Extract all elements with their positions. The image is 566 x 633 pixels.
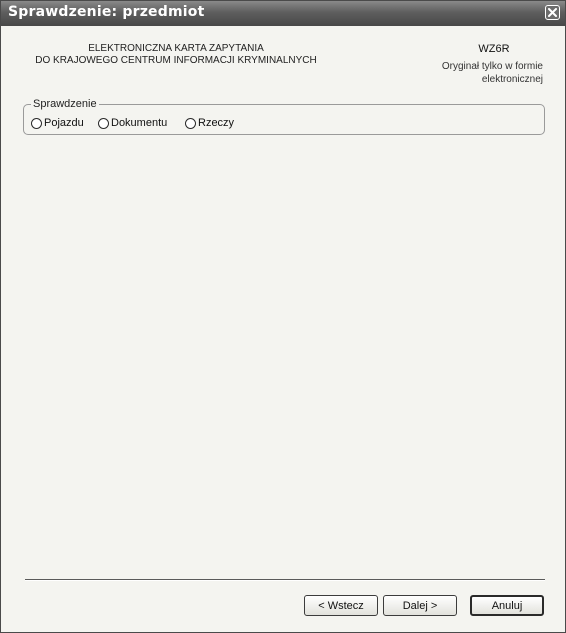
radio-circle-icon[interactable] — [31, 118, 42, 129]
radio-pojazdu[interactable] — [31, 117, 84, 129]
radio-rzeczy[interactable] — [185, 117, 234, 129]
radio-circle-icon[interactable] — [98, 118, 109, 129]
next-button[interactable]: Dalej > — [383, 595, 457, 616]
form-heading-line1: ELEKTRONICZNA KARTA ZAPYTANIA — [88, 43, 264, 54]
form-code: WZ6R — [478, 43, 510, 55]
form-heading-line2: DO KRAJOWEGO CENTRUM INFORMACJI KRYMINALNYCH — [35, 55, 317, 66]
groupbox-legend: Sprawdzenie — [33, 98, 97, 110]
form-heading — [26, 43, 326, 67]
window-title: Sprawdzenie: przedmiot — [8, 4, 205, 20]
back-button[interactable]: < Wstecz — [304, 595, 378, 616]
title-bar[interactable] — [1, 1, 565, 26]
radio-circle-icon[interactable] — [185, 118, 196, 129]
form-note — [411, 60, 543, 86]
radio-label-pojazdu: Pojazdu — [44, 117, 84, 129]
cancel-button[interactable]: Anuluj — [470, 595, 544, 616]
radio-label-rzeczy: Rzeczy — [198, 117, 235, 129]
radio-dokumentu[interactable] — [98, 117, 167, 129]
footer-divider — [25, 579, 545, 581]
close-button[interactable] — [545, 5, 560, 20]
radio-label-dokumentu: Dokumentu — [111, 117, 168, 129]
form-note-line1: Oryginał tylko w formie — [441, 61, 543, 72]
close-icon — [548, 8, 557, 17]
form-note-line2: elektronicznej — [481, 74, 543, 85]
